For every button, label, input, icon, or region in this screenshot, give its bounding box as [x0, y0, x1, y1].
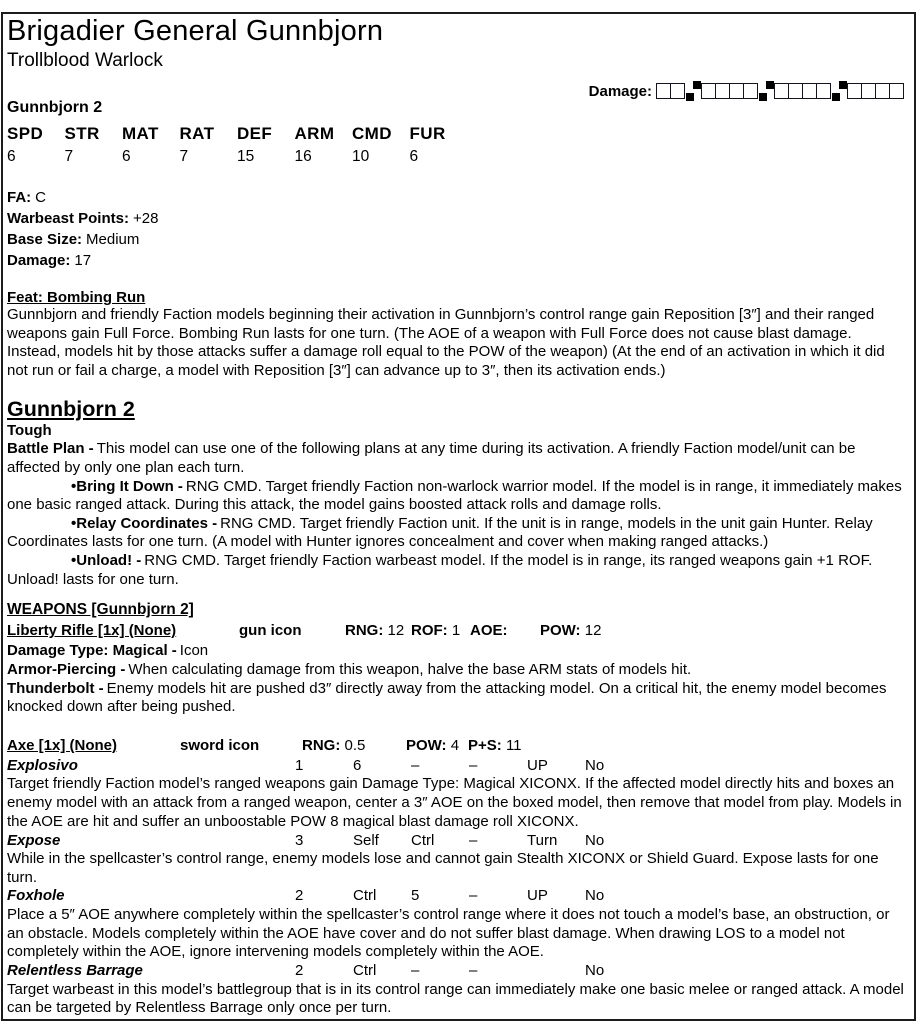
stat-header-def: DEF	[237, 124, 273, 143]
stat-value-cmd: 10	[352, 148, 370, 165]
damage-separator-high-square	[839, 81, 847, 89]
detail-damage	[7, 250, 909, 271]
gun-icon: gun icon	[239, 622, 302, 640]
damage-box[interactable]	[656, 83, 671, 99]
spell-rng: Self	[353, 831, 379, 849]
weapon-stat-pow-value: 4	[450, 736, 460, 754]
weapon-note-armor-piercing-label: Armor-Piercing -	[7, 660, 126, 678]
weapon-stat-rng-label: RNG:	[302, 736, 341, 754]
spell-aoe: 5	[411, 887, 420, 905]
axe-weapon-block	[7, 737, 909, 757]
ability-unload-text: RNG CMD. Target friendly Faction warbeast model. If the model is in range, its ranged weapons gain +1 ROF. Unload! lasts for one turn.	[7, 551, 873, 588]
spell-cost: 2	[295, 962, 304, 980]
spell-up	[527, 962, 585, 981]
stat-header-mat: MAT	[122, 124, 159, 143]
stat-headers	[7, 124, 909, 144]
weapon-stat-pow	[540, 622, 601, 639]
weapon-name: Liberty Rifle [1x] (None)	[7, 622, 177, 640]
ability-bring-it-down-name: •Bring It Down -	[71, 477, 183, 495]
spell-desc-relentless-barrage: Target warbeast in this model’s battlegroup that is in its control range can immediately make one basic melee or ranged attack. A model can be targeted by Relentless Barrage only once per turn.	[7, 980, 904, 1017]
spell-aoe: –	[411, 962, 420, 980]
page-title: Brigadier General Gunnbjorn	[7, 15, 384, 47]
damage-box[interactable]	[715, 83, 730, 99]
stat-header-rat: RAT	[179, 124, 215, 143]
weapon-note-armor-piercing	[7, 661, 909, 680]
stat-value-arm: 16	[294, 148, 312, 165]
sword-icon: sword icon	[180, 736, 260, 754]
spell-up: UP	[527, 756, 548, 774]
spell-aoe: Ctrl	[411, 831, 435, 849]
spell-desc-foxhole: Place a 5″ AOE anywhere completely within the spellcaster’s control range where it does not touch a model’s base, an obstruction, or an obstacle. Models completely within the AOE have cover and do not suffer blast damage. When drawing LOS to a model not completely within the AOE, ignore intervening models completely within the AOE.	[7, 905, 890, 961]
damage-separator-low-square	[686, 93, 694, 101]
damage-box[interactable]	[729, 83, 744, 99]
damage-separator-low-square	[832, 93, 840, 101]
damage-box[interactable]	[875, 83, 890, 99]
spell-cost: 3	[295, 831, 304, 849]
weapon-stat-ps	[468, 737, 522, 754]
ability-battle-plan-name: Battle Plan -	[7, 440, 94, 458]
spell-desc-explosivo: Target friendly Faction model’s ranged weapons gain Damage Type: Magical XICONX. If the affected model directly hits and boxes an enemy model with an attack from a ranged weapon, center a 3″ AOE on the boxed model, then remove that model from play. Models in the AOE are hit and suffer an unboostable POW 8 magical blast damage roll XICONX.	[7, 775, 902, 830]
detail-warbeast-points-value: +28	[132, 210, 159, 227]
damage-box[interactable]	[774, 83, 789, 99]
stat-value-rat: 7	[179, 148, 189, 165]
weapon-note-damage-type-text: Icon	[179, 642, 209, 660]
detail-base-size-value: Medium	[86, 231, 140, 248]
weapon-note-thunderbolt-label: Thunderbolt -	[7, 679, 104, 697]
spell-name: Foxhole	[7, 887, 65, 905]
stat-header-spd: SPD	[7, 124, 44, 143]
spell-row-expose	[7, 832, 909, 851]
model-details	[7, 187, 909, 271]
weapons-section-heading: WEAPONS [Gunnbjorn 2]	[7, 601, 194, 619]
ability-bring-it-down	[7, 478, 909, 515]
ability-unload-name: •Unload! -	[71, 551, 142, 569]
weapon-stat-pow-value: 12	[584, 622, 602, 640]
spell-pow: –	[469, 756, 478, 774]
weapon-stat-ps-value: 11	[505, 736, 522, 754]
stat-block-name: Gunnbjorn 2	[7, 99, 103, 116]
detail-fa-value: C	[35, 189, 47, 206]
ability-relay-coordinates-name: •Relay Coordinates -	[71, 514, 218, 532]
spell-rng: Ctrl	[353, 887, 377, 905]
spell-off: No	[585, 831, 605, 849]
stat-value-str: 7	[64, 148, 74, 165]
feat-section	[7, 289, 909, 381]
spell-pow: –	[469, 887, 478, 905]
stat-value-def: 15	[237, 148, 255, 165]
spell-cost: 2	[295, 887, 304, 905]
damage-box[interactable]	[816, 83, 831, 99]
detail-base-size-label: Base Size:	[7, 231, 83, 248]
damage-box[interactable]	[847, 83, 862, 99]
spell-row-foxhole	[7, 887, 909, 906]
spell-off: No	[585, 887, 605, 905]
weapon-stat-ps-label: P+S:	[468, 736, 502, 754]
damage-separator-high-square	[693, 81, 701, 89]
page-subtitle: Trollblood Warlock	[7, 50, 163, 71]
weapon-note-thunderbolt	[7, 680, 909, 717]
weapon-note-armor-piercing-text: When calculating damage from this weapon, halve the base ARM stats of models hit.	[128, 660, 692, 678]
damage-box[interactable]	[802, 83, 817, 99]
weapon-name: Axe [1x] (None)	[7, 736, 118, 754]
damage-box[interactable]	[670, 83, 685, 99]
weapon-note-damage-type-label: Damage Type: Magical -	[7, 642, 177, 660]
ability-unload	[7, 552, 909, 589]
weapon-stat-rng-value: 0.5	[344, 736, 366, 754]
weapon-stat-rof-label: ROF:	[411, 622, 448, 640]
damage-box[interactable]	[861, 83, 876, 99]
damage-separator	[831, 80, 848, 102]
spell-up: UP	[527, 887, 548, 905]
spell-aoe: –	[411, 756, 420, 774]
spell-off: No	[585, 756, 605, 774]
spell-rng: 6	[353, 756, 362, 774]
spell-row-relentless-barrage	[7, 962, 909, 981]
stat-value-mat: 6	[122, 148, 131, 165]
detail-fa	[7, 187, 909, 208]
ability-battle-plan-text: This model can use one of the following plans at any time during its activation. A friendly Faction model/unit can be affected by only one plan each turn.	[7, 440, 856, 476]
weapon-row-liberty-rifle	[7, 622, 909, 642]
ability-relay-coordinates-text: RNG CMD. Target friendly Faction unit. If the unit is in range, models in the unit gain Hunter. Relay Coordinates lasts for one turn. (A model with Hunter ignores concealment and cover when making ranged attacks.)	[7, 514, 873, 551]
ability-tough	[7, 422, 909, 441]
detail-base-size	[7, 229, 909, 250]
weapon-stat-pow-label: POW:	[540, 622, 581, 640]
weapon-stat-pow	[406, 737, 459, 754]
ability-tough-name: Tough	[7, 421, 52, 439]
damage-box[interactable]	[743, 83, 758, 99]
spell-cost: 1	[295, 756, 304, 774]
weapon-stat-rng	[345, 622, 404, 639]
detail-damage-label: Damage:	[7, 252, 71, 269]
ability-bring-it-down-text: RNG CMD. Target friendly Faction non-warlock warrior model. If the model is in range, it immediately makes one basic ranged attack. During this attack, the model gains boosted attack rolls and damage rolls.	[7, 477, 902, 514]
damage-box[interactable]	[788, 83, 803, 99]
damage-box[interactable]	[701, 83, 716, 99]
weapon-note-thunderbolt-text: Enemy models hit are pushed d3″ directly away from the attacking model. On a critical hit, the enemy model becomes knocked down after being pushed.	[7, 679, 887, 716]
damage-track-label: Damage:	[588, 82, 652, 100]
damage-box[interactable]	[889, 83, 904, 99]
stat-value-fur: 6	[409, 148, 419, 165]
spell-name: Explosivo	[7, 756, 78, 774]
spell-desc-expose: While in the spellcaster’s control range, enemy models lose and cannot gain Stealth XICONX or Shield Guard. Expose lasts for one turn.	[7, 850, 879, 886]
spell-row-explosivo	[7, 757, 909, 776]
spell-name: Expose	[7, 831, 61, 849]
spell-name: Relentless Barrage	[7, 962, 143, 980]
card-page	[1, 12, 916, 1021]
detail-fa-label: FA:	[7, 189, 32, 206]
stat-header-str: STR	[64, 124, 100, 143]
feat-heading: Feat: Bombing Run	[7, 289, 146, 306]
spell-up: Turn	[527, 831, 558, 849]
weapon-stat-rng	[302, 737, 365, 754]
stat-header-fur: FUR	[409, 124, 446, 143]
weapon-stat-aoe	[470, 622, 508, 639]
weapon-row-axe	[7, 737, 909, 757]
weapon-stat-rof-value: 1	[451, 622, 461, 640]
ability-relay-coordinates	[7, 515, 909, 552]
spell-pow: –	[469, 962, 478, 980]
feat-text: Gunnbjorn and friendly Faction models beginning their activation in Gunnbjorn’s control range gain Reposition [3″] and their ranged weapons gain Full Force. Bombing Run lasts for one turn. (The AOE of a weapon with Full Force does not cause blast damage. Instead, models hit by those attacks suffer a damage roll equal to the POW of the weapon) (At the end of an activation in which it did not run or fail a charge, a model with Reposition [3″] can advance up to 3″, then its activation ends.)	[7, 306, 885, 380]
stat-values	[7, 148, 909, 166]
damage-track-boxes	[657, 80, 904, 102]
spell-rng: Ctrl	[353, 962, 377, 980]
damage-separator	[758, 80, 775, 102]
stat-value-spd: 6	[7, 148, 16, 165]
damage-separator-high-square	[766, 81, 774, 89]
weapon-stat-pow-label: POW:	[406, 736, 447, 754]
weapon-stat-aoe-label: AOE:	[470, 622, 508, 640]
spell-off: No	[585, 962, 605, 980]
rules-section-heading: Gunnbjorn 2	[7, 396, 135, 421]
detail-warbeast-points	[7, 208, 909, 229]
weapon-stat-rng-label: RNG:	[345, 622, 384, 640]
stat-header-arm: ARM	[294, 124, 335, 143]
weapon-stat-rng-value: 12	[387, 622, 405, 640]
weapon-note-damage-type	[7, 642, 909, 661]
weapon-stat-rof	[411, 622, 460, 639]
damage-separator	[685, 80, 702, 102]
detail-damage-value: 17	[74, 252, 92, 269]
damage-separator-low-square	[759, 93, 767, 101]
stat-header-cmd: CMD	[352, 124, 392, 143]
spell-pow: –	[469, 831, 478, 849]
damage-track	[589, 80, 904, 102]
detail-warbeast-points-label: Warbeast Points:	[7, 210, 129, 227]
ability-battle-plan	[7, 440, 909, 477]
